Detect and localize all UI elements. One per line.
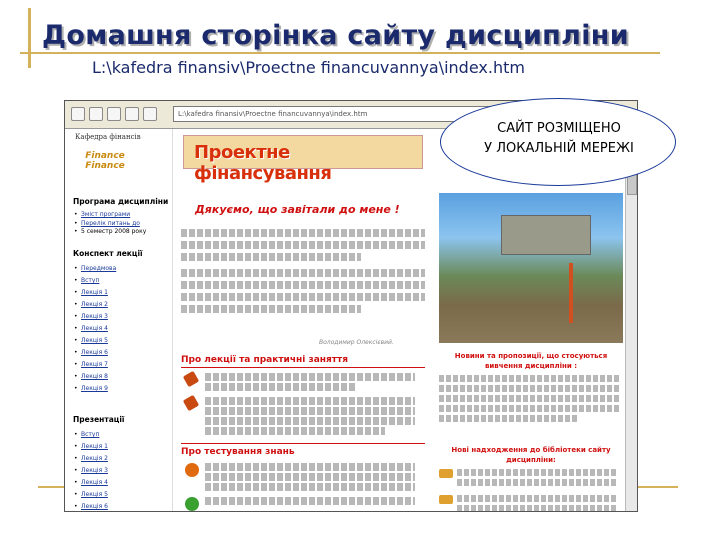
callout-line-1: САЙТ РОЗМІЩЕНО	[497, 121, 621, 136]
nav-lecture-item[interactable]: • Лекція 1	[81, 289, 108, 296]
site-main-content	[175, 129, 429, 512]
stop-icon[interactable]	[107, 107, 121, 121]
section-divider	[181, 367, 425, 368]
tests-section-heading: Про тестування знань	[181, 447, 295, 457]
text-line	[439, 395, 619, 402]
forward-icon[interactable]	[89, 107, 103, 121]
decorative-vertical-bar	[28, 8, 31, 68]
nav-lecture-item[interactable]: • Лекція 6	[81, 349, 108, 356]
nav-lecture-item[interactable]: • Лекція 2	[81, 301, 108, 308]
site-sidebar	[65, 129, 173, 512]
callout-ellipse	[440, 98, 676, 186]
nav-presentation-item[interactable]: • Вступ	[81, 431, 99, 438]
text-line	[205, 373, 415, 381]
nav-presentation-item[interactable]: • Лекція 2	[81, 455, 108, 462]
callout-text	[441, 119, 677, 159]
nav-presentation-item[interactable]: • Лекція 5	[81, 491, 108, 498]
back-icon[interactable]	[71, 107, 85, 121]
text-line	[439, 405, 619, 412]
text-line	[457, 469, 617, 476]
nav-lecture-item[interactable]: • Лекція 9	[81, 385, 108, 392]
text-line	[205, 473, 415, 481]
nav-lecture-item[interactable]: • Вступ	[81, 277, 99, 284]
hand-icon	[185, 463, 199, 477]
text-line	[457, 495, 617, 502]
site-right-column	[433, 129, 625, 512]
text-line	[205, 427, 385, 435]
lectures-section-heading: Про лекції та практичні заняття	[181, 355, 348, 365]
welcome-heading: Дякуємо, що завітали до мене !	[195, 203, 400, 216]
photo-building-module	[501, 215, 591, 255]
site-logo: Finance Finance	[85, 151, 125, 171]
text-line	[181, 305, 361, 313]
callout-line-2: У ЛОКАЛЬНІЙ МЕРЕЖІ	[484, 141, 634, 156]
text-line	[205, 497, 415, 505]
text-line	[181, 293, 425, 301]
nav-lecture-item[interactable]: • Лекція 4	[81, 325, 108, 332]
slide-title: Домашня сторінка сайту дисципліни	[42, 20, 629, 51]
text-line	[205, 417, 415, 425]
nav-lecture-item[interactable]: • Лекція 5	[81, 337, 108, 344]
text-line	[205, 483, 415, 491]
slide-file-path: L:\kafedra finansiv\Proectne financuvannya\index.htm	[92, 58, 525, 77]
text-line	[439, 415, 579, 422]
signature: Володимир Олексієвий.	[319, 339, 394, 346]
text-line	[181, 253, 361, 261]
pen-icon	[183, 395, 199, 411]
text-line	[181, 241, 425, 249]
nav-lecture-item[interactable]: • Лекція 8	[81, 373, 108, 380]
text-line	[205, 383, 355, 391]
text-line	[205, 463, 415, 471]
check-icon	[185, 497, 199, 511]
construction-photo	[439, 193, 623, 343]
nav-presentation-item[interactable]: • Лекція 3	[81, 467, 108, 474]
nav-presentation-item[interactable]: • Лекція 4	[81, 479, 108, 486]
pen-icon	[183, 371, 199, 387]
new-badge-icon	[439, 495, 453, 504]
nav-lecture-item[interactable]: • Лекція 3	[81, 313, 108, 320]
nav-presentations-heading: Презентації	[73, 415, 125, 424]
site-banner	[183, 135, 423, 184]
text-line	[205, 397, 415, 405]
nav-program-heading: Програма дисципліни	[73, 197, 169, 206]
text-line	[457, 505, 617, 512]
new-badge-icon	[439, 469, 453, 478]
text-line	[439, 375, 619, 382]
site-department-name: Кафедра фінансів	[75, 133, 141, 141]
nav-lecture-item[interactable]: • Передмова	[81, 265, 116, 272]
vertical-scrollbar[interactable]	[625, 129, 637, 512]
nav-program-item-note: • 5 семестр 2008 року	[81, 228, 146, 235]
nav-presentation-item[interactable]: • Лекція 1	[81, 443, 108, 450]
text-line	[181, 281, 425, 289]
library-heading: Нові надходження до бібліотеки сайту дисципліни:	[451, 446, 611, 464]
nav-program-item[interactable]: • Зміст програми	[81, 211, 130, 218]
nav-lectures-heading: Конспект лекції	[73, 249, 143, 258]
text-line	[457, 479, 617, 486]
refresh-icon[interactable]	[125, 107, 139, 121]
nav-lecture-item[interactable]: • Лекція 7	[81, 361, 108, 368]
text-line	[205, 407, 415, 415]
photo-ladder	[569, 263, 573, 323]
nav-presentation-item[interactable]: • Лекція 6	[81, 503, 108, 510]
news-heading: Новини та пропозиції, що стосуються вивчення дисципліни :	[454, 352, 608, 370]
home-icon[interactable]	[143, 107, 157, 121]
section-divider	[181, 443, 425, 444]
text-line	[181, 229, 425, 237]
decorative-title-underline	[20, 52, 660, 54]
address-bar[interactable]: L:\kafedra finansiv\Proectne financuvannya\index.htm	[173, 106, 503, 122]
text-line	[181, 269, 425, 277]
banner-title: Проектне фінансування	[194, 142, 332, 184]
text-line	[439, 385, 619, 392]
nav-program-item[interactable]: • Перелік питань до	[81, 220, 140, 227]
